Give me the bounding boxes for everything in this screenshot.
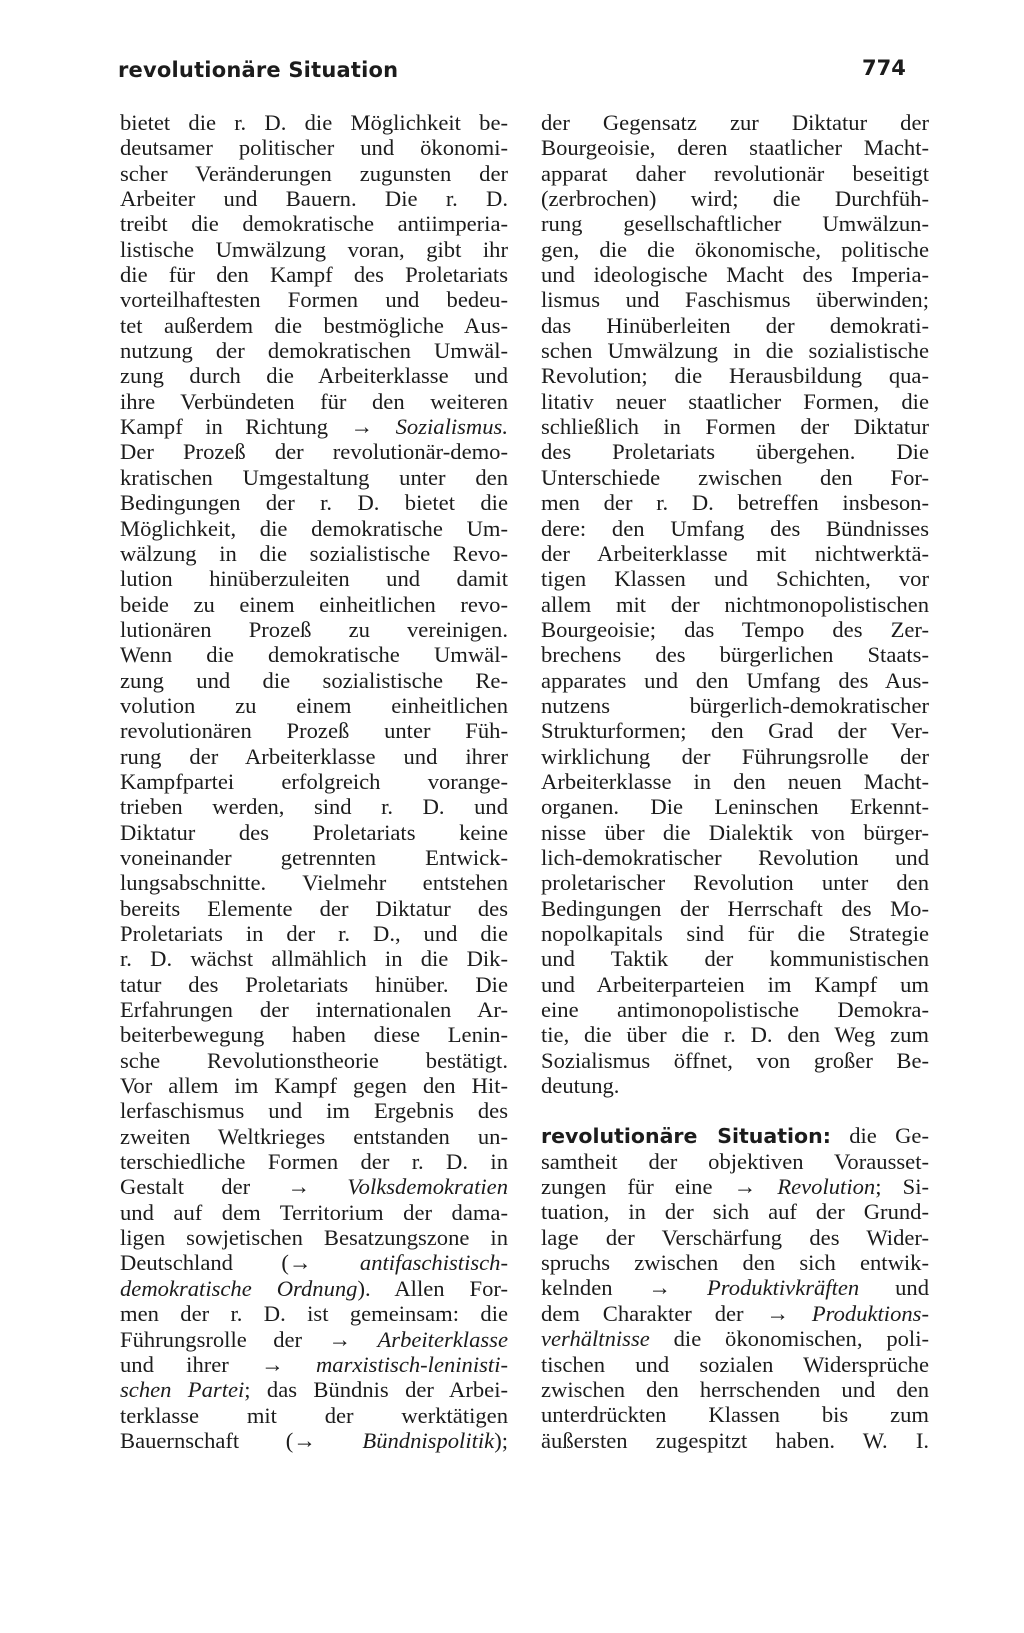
text-line: volution zu einem einheitlichen bbox=[120, 692, 508, 718]
text-line: (zerbrochen) wird; die Durchfüh- bbox=[541, 186, 929, 212]
text-line: apparat daher revolutionär beseitigt bbox=[541, 160, 929, 186]
text-line: Bedingungen der r. D. bietet die bbox=[120, 490, 508, 516]
text-line: Strukturformen; den Grad der Ver- bbox=[541, 718, 929, 744]
text-line: verhältnisse die ökonomischen, poli- bbox=[541, 1326, 929, 1352]
text-line: äußersten zugespitzt haben. W. I. bbox=[541, 1427, 929, 1453]
text-line: des Proletariats übergehen. Die bbox=[541, 439, 929, 465]
text-line: eine antimonopolistische Demokra- bbox=[541, 997, 929, 1023]
entry-revolutionaere-situation bbox=[541, 1123, 929, 1452]
text-line: trieben werden, sind r. D. und bbox=[120, 794, 508, 820]
text-line: Erfahrungen der internationalen Ar- bbox=[120, 997, 508, 1023]
text-line: und Arbeiterparteien im Kampf um bbox=[541, 971, 929, 997]
text-line: beiterbewegung haben diese Lenin- bbox=[120, 1022, 508, 1048]
text-line: apparates und den Umfang des Aus- bbox=[541, 667, 929, 693]
text-line: zung und die sozialistische Re- bbox=[120, 667, 508, 693]
text-line: kratischen Umgestaltung unter den bbox=[120, 464, 508, 490]
text-line: Arbeiter und Bauern. Die r. D. bbox=[120, 186, 508, 212]
cross-reference: antifaschistisch- bbox=[359, 1250, 508, 1276]
text-line: lution hinüberzuleiten und damit bbox=[120, 566, 508, 592]
text-line: tigen Klassen und Schichten, vor bbox=[541, 566, 929, 592]
text-line: tischen und sozialen Widersprüche bbox=[541, 1351, 929, 1377]
text-line: und ideologische Macht des Imperia- bbox=[541, 262, 929, 288]
text-line: vorteilhaftesten Formen und bedeu- bbox=[120, 287, 508, 313]
text-line: organen. Die Leninschen Erkennt- bbox=[541, 794, 929, 820]
text-line: dem Charakter der → Produktions- bbox=[541, 1300, 929, 1326]
text-line: Gestalt der → Volksdemokratien bbox=[120, 1174, 508, 1200]
text-line: bereits Elemente der Diktatur des bbox=[120, 895, 508, 921]
cross-reference: marxistisch-leninisti- bbox=[315, 1351, 508, 1377]
text-line: men der r. D. ist gemeinsam: die bbox=[120, 1301, 508, 1327]
cross-reference: Produktions- bbox=[811, 1300, 929, 1326]
text-line: Sozialismus öffnet, von großer Be- bbox=[541, 1047, 929, 1073]
text-line: terklasse mit der werktätigen bbox=[120, 1402, 508, 1428]
text-line: tet außerdem die bestmögliche Aus- bbox=[120, 312, 508, 338]
text-line: voneinander getrennten Entwick- bbox=[120, 844, 508, 870]
cross-reference: Revolution bbox=[777, 1174, 876, 1200]
text-line: zungen für eine → Revolution; Si- bbox=[541, 1174, 929, 1200]
text-line: Bedingungen der Herrschaft des Mo- bbox=[541, 895, 929, 921]
text-line: zung durch die Arbeiterklasse und bbox=[120, 363, 508, 389]
text-line: ihre Verbündeten für den weiteren bbox=[120, 388, 508, 414]
text-line: gen, die die ökonomische, politische bbox=[541, 236, 929, 262]
entry-headword: revolutionäre Situation: bbox=[541, 1124, 831, 1149]
text-line: bietet die r. D. die Möglichkeit be- bbox=[120, 110, 508, 135]
text-line: rung gesellschaftlicher Umwälzun- bbox=[541, 211, 929, 237]
page-number: 774 bbox=[862, 56, 906, 80]
text-line: brechens des bürgerlichen Staats- bbox=[541, 642, 929, 668]
text-line: revolutionären Prozeß unter Füh- bbox=[120, 718, 508, 744]
left-text-column bbox=[120, 110, 508, 1453]
cross-reference: Produktivkräften bbox=[706, 1275, 860, 1301]
text-line: deutung. bbox=[541, 1073, 620, 1099]
text-line: dere: den Umfang des Bündnisses bbox=[541, 515, 929, 541]
running-head: revolutionäre Situation bbox=[118, 58, 399, 82]
cross-reference: verhältnisse bbox=[541, 1326, 650, 1352]
text-line: men der r. D. betreffen insbeson- bbox=[541, 490, 929, 516]
text-line: Arbeiterklasse in den neuen Macht- bbox=[541, 768, 929, 794]
text-line: lutionären Prozeß zu vereinigen. bbox=[120, 616, 508, 642]
text-line: der Arbeiterklasse mit nichtwerktä- bbox=[541, 540, 929, 566]
text-line: proletarischer Revolution unter den bbox=[541, 870, 929, 896]
text-line: Bourgeoisie, deren staatlicher Macht- bbox=[541, 135, 929, 161]
text-line: Kampfpartei erfolgreich vorange- bbox=[120, 768, 508, 794]
text-line: deutsamer politischer und ökonomi- bbox=[120, 135, 508, 161]
text-line: sche Revolutionstheorie bestätigt. bbox=[120, 1047, 508, 1073]
text-line: spruchs zwischen den sich entwik- bbox=[541, 1250, 929, 1276]
text-line: zwischen den herrschenden und den bbox=[541, 1376, 929, 1402]
entry-continuation bbox=[541, 110, 929, 1098]
entry-separator bbox=[541, 1098, 929, 1123]
text-line: Möglichkeit, die demokratische Um- bbox=[120, 515, 508, 541]
cross-reference: Arbeiterklasse bbox=[377, 1326, 508, 1352]
text-line: lungsabschnitte. Vielmehr entstehen bbox=[120, 870, 508, 896]
text-line: Kampf in Richtung → Sozialismus. bbox=[120, 414, 508, 440]
cross-reference: Sozialismus. bbox=[395, 414, 508, 440]
text-line: Diktatur des Proletariats keine bbox=[120, 819, 508, 845]
text-line: r. D. wächst allmählich in die Dik- bbox=[120, 946, 508, 972]
cross-reference: demokratische Ordnung bbox=[120, 1275, 358, 1301]
text-line: und Taktik der kommunistischen bbox=[541, 946, 929, 972]
text-line: lich-demokratischer Revolution und bbox=[541, 844, 929, 870]
text-line: Der Prozeß der revolutionär-demo- bbox=[120, 439, 508, 465]
text-line: nutzung der demokratischen Umwäl- bbox=[120, 338, 508, 364]
text-line: tatur des Proletariats hinüber. Die bbox=[120, 971, 508, 997]
text-line: revolutionäre Situation: die Ge- bbox=[541, 1123, 929, 1149]
text-line: wälzung in die sozialistische Revo- bbox=[120, 540, 508, 566]
text-line: und auf dem Territorium der dama- bbox=[120, 1199, 508, 1225]
text-line: rung der Arbeiterklasse und ihrer bbox=[120, 743, 508, 769]
text-line: nutzens bürgerlich-demokratischer bbox=[541, 692, 929, 718]
text-line: Führungsrolle der → Arbeiterklasse bbox=[120, 1326, 508, 1352]
text-line: treibt die demokratische antiimperia- bbox=[120, 211, 508, 237]
text-line: nopolkapitals sind für die Strategie bbox=[541, 921, 929, 946]
text-line: unterdrückten Klassen bis zum bbox=[541, 1402, 929, 1428]
text-line: schen Partei; das Bündnis der Arbei- bbox=[120, 1377, 508, 1403]
text-line: lismus und Faschismus überwinden; bbox=[541, 287, 929, 313]
cross-reference: Volksdemokratien bbox=[347, 1174, 508, 1200]
text-line: Revolution; die Herausbildung qua- bbox=[541, 363, 929, 389]
text-line: litativ neuer staatlicher Formen, die bbox=[541, 388, 929, 414]
text-line: lage der Verschärfung des Wider- bbox=[541, 1224, 929, 1250]
text-line: nisse über die Dialektik von bürger- bbox=[541, 819, 929, 845]
text-line: lerfaschismus und im Ergebnis des bbox=[120, 1098, 508, 1124]
text-line: der Gegensatz zur Diktatur der bbox=[541, 110, 929, 135]
text-line: wirklichung der Führungsrolle der bbox=[541, 743, 929, 769]
text-line: kelnden → Produktivkräften und bbox=[541, 1275, 929, 1301]
text-line: die für den Kampf des Proletariats bbox=[120, 262, 508, 288]
text-line: Bourgeoisie; das Tempo des Zer- bbox=[541, 616, 929, 642]
text-line: demokratische Ordnung). Allen For- bbox=[120, 1275, 508, 1301]
text-line: schen Umwälzung in die sozialistische bbox=[541, 338, 929, 364]
cross-reference: schen Partei bbox=[120, 1377, 245, 1403]
text-line: listische Umwälzung voran, gibt ihr bbox=[120, 236, 508, 262]
cross-reference: Bündnispolitik bbox=[362, 1427, 495, 1453]
text-line: Wenn die demokratische Umwäl- bbox=[120, 642, 508, 668]
text-line: ligen sowjetischen Besatzungszone in bbox=[120, 1225, 508, 1251]
text-line: Unterschiede zwischen den For- bbox=[541, 464, 929, 490]
text-line: das Hinüberleiten der demokrati- bbox=[541, 312, 929, 338]
text-line: zweiten Weltkrieges entstanden un- bbox=[120, 1123, 508, 1149]
text-line: tuation, in der sich auf der Grund- bbox=[541, 1199, 929, 1225]
text-line: Bauernschaft (→ Bündnispolitik); bbox=[120, 1427, 508, 1453]
text-line: terschiedliche Formen der r. D. in bbox=[120, 1149, 508, 1175]
right-text-column bbox=[541, 110, 929, 1453]
text-line: schließlich in Formen der Diktatur bbox=[541, 414, 929, 440]
text-line: beide zu einem einheitlichen revo- bbox=[120, 591, 508, 617]
text-line: tie, die über die r. D. den Weg zum bbox=[541, 1022, 929, 1048]
text-line: samtheit der objektiven Vorausset- bbox=[541, 1148, 929, 1174]
text-line: scher Veränderungen zugunsten der bbox=[120, 160, 508, 186]
text-line: allem mit der nichtmonopolistischen bbox=[541, 591, 929, 617]
text-line: Proletariats in der r. D., und die bbox=[120, 921, 508, 946]
text-line: Deutschland (→ antifaschistisch- bbox=[120, 1250, 508, 1276]
text-line: und ihrer → marxistisch-leninisti- bbox=[120, 1351, 508, 1377]
text-line: Vor allem im Kampf gegen den Hit- bbox=[120, 1073, 508, 1099]
